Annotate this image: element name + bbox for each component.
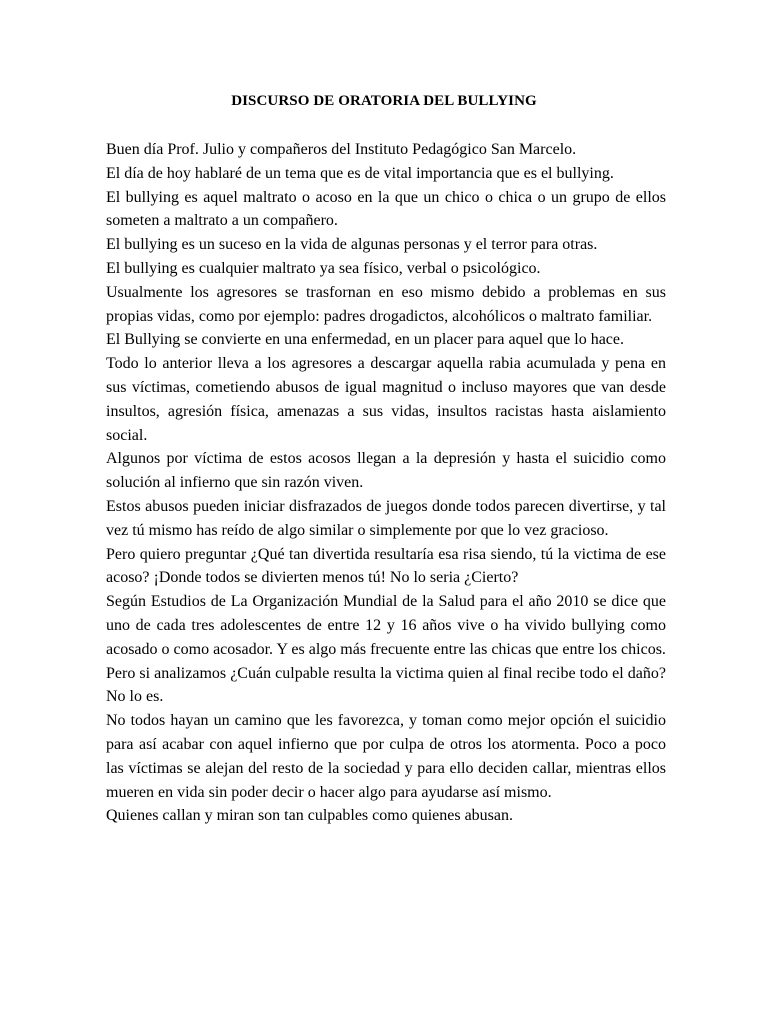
paragraph: Algunos por víctima de estos acosos llegan a la depresión y hasta el suicidio como solución al infierno que sin razón viven.: [106, 450, 666, 492]
paragraph: El bullying es aquel maltrato o acoso en la que un chico o chica o un grupo de ellos someten a maltrato a un compañero.: [106, 188, 666, 230]
paragraph: Usualmente los agresores se trasfornan en eso mismo debido a problemas en sus propias vidas, como por ejemplo: padres drogadictos, alcohólicos o maltrato familiar.: [106, 283, 666, 325]
paragraph: El bullying es un suceso en la vida de algunas personas y el terror para otras.: [106, 236, 598, 254]
paragraph: Según Estudios de La Organización Mundial de la Salud para el año 2010 se dice que uno de cada tres adolescentes de entre 12 y 16 años vive o ha vivido bullying como acosado o como acosador. Y es algo más frecuente entre las chicas que entre los chicos.: [106, 593, 666, 658]
paragraph: Quienes callan y miran son tan culpables como quienes abusan.: [106, 807, 513, 825]
paragraph: No todos hayan un camino que les favorezca, y toman como mejor opción el suicidio para así acabar con aquel infierno que por culpa de otros los atormenta. Poco a poco las víctimas se alejan del resto de la sociedad y para ello deciden callar, mientras ellos mueren en vida sin poder decir o hacer algo para ayudarse así mismo.: [106, 712, 666, 801]
paragraph: Estos abusos pueden iniciar disfrazados de juegos donde todos parecen divertirse, y tal vez tú mismo has reído de algo similar o simplemente por que lo vez gracioso.: [106, 497, 666, 539]
paragraph: Pero si analizamos ¿Cuán culpable resulta la victima quien al final recibe todo el daño? No lo es.: [106, 664, 666, 706]
document-body: [106, 138, 666, 828]
paragraph: El bullying es cualquier maltrato ya sea físico, verbal o psicológico.: [106, 259, 541, 277]
paragraph: Buen día Prof. Julio y compañeros del Instituto Pedagógico San Marcelo.: [106, 141, 577, 158]
paragraph: El día de hoy hablaré de un tema que es de vital importancia que es el bullying.: [106, 164, 614, 182]
paragraph: El Bullying se convierte en una enfermedad, en un placer para aquel que lo hace.: [106, 331, 624, 349]
document-title: DISCURSO DE ORATORIA DEL BULLYING: [231, 93, 537, 109]
paragraph: Todo lo anterior lleva a los agresores a descargar aquella rabia acumulada y pena en sus víctimas, cometiendo abusos de igual magnitud o incluso mayores que van desde insultos, agresión física, amenazas a sus vidas, insultos racistas hasta aislamiento social.: [106, 355, 666, 444]
paragraph: Pero quiero preguntar ¿Qué tan divertida resultaría esa risa siendo, tú la victima de ese acoso? ¡Donde todos se divierten menos tú! No lo seria ¿Cierto?: [106, 545, 666, 587]
